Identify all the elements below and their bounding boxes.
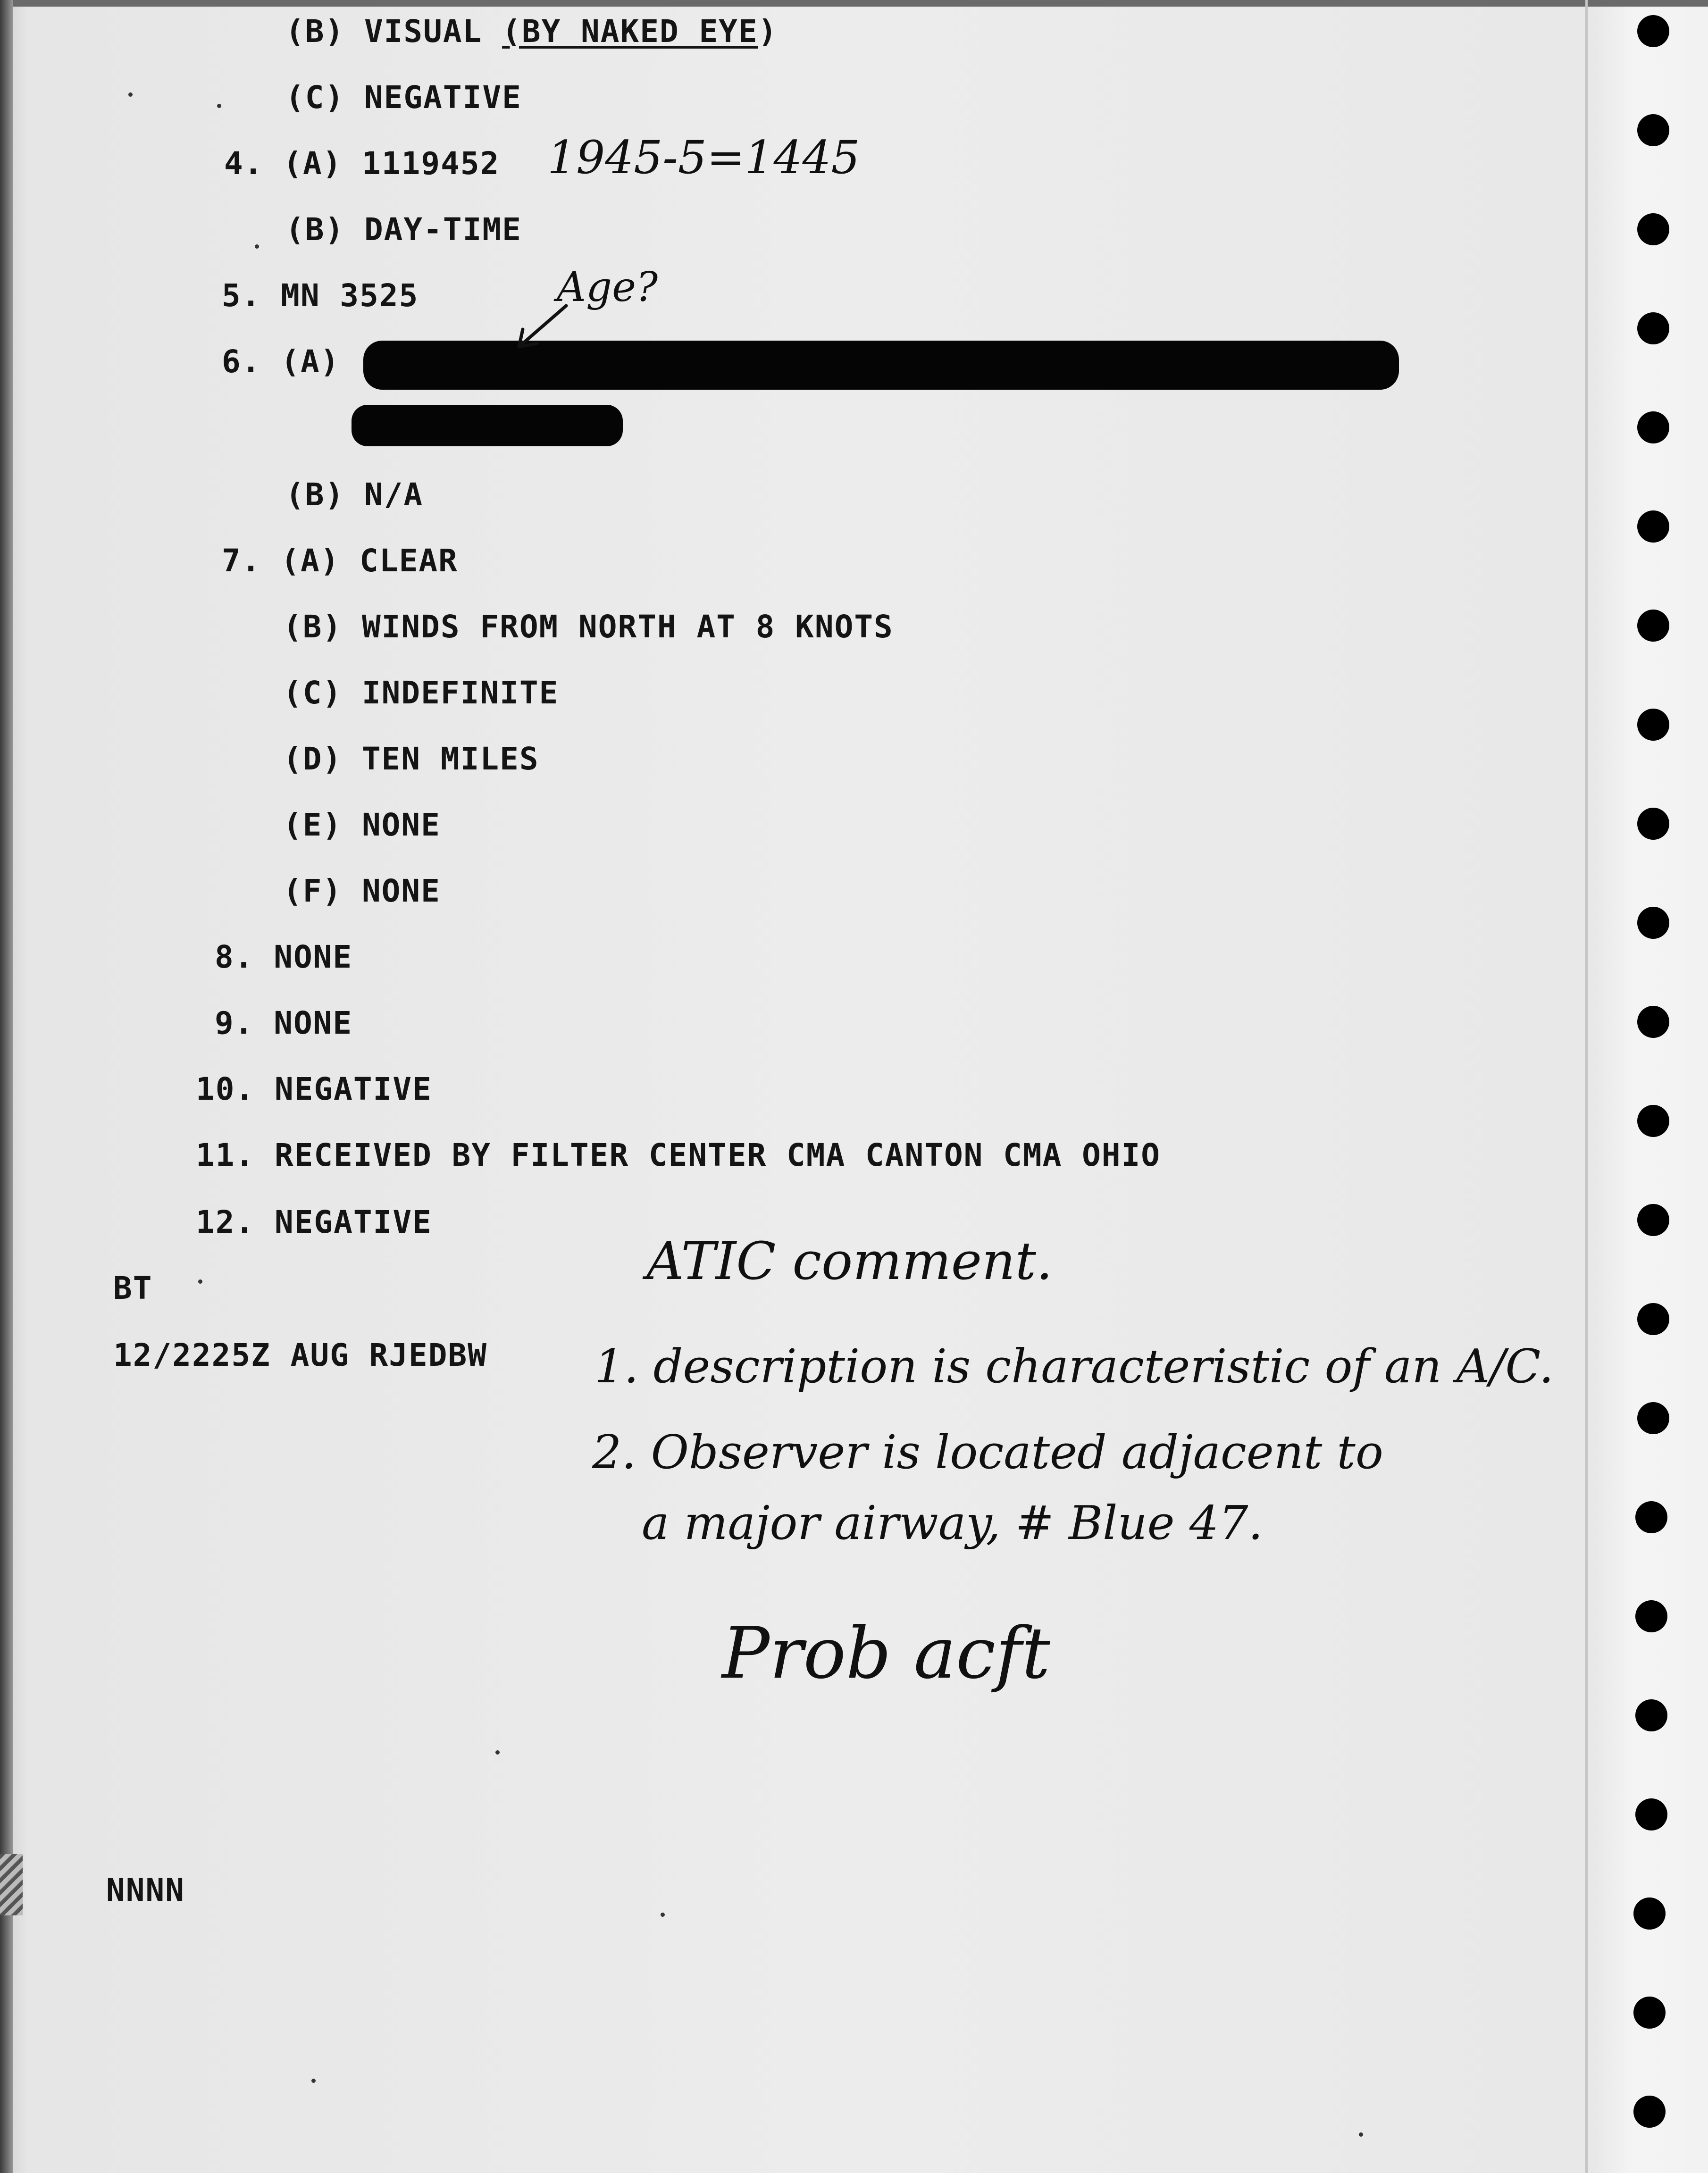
perforation-hole <box>1637 213 1669 245</box>
perforation-hole <box>1637 907 1669 939</box>
scan-left-edge <box>0 0 13 2173</box>
scan-speck <box>661 1913 665 1917</box>
scan-speck <box>128 92 133 97</box>
perforation-hole <box>1637 1204 1669 1236</box>
perforation-hole <box>1635 1600 1667 1632</box>
scan-speck <box>311 2079 316 2083</box>
perforation-hole <box>1637 610 1669 642</box>
visual-label: (B) VISUAL <box>285 13 502 50</box>
conclusion-note: Prob acft <box>722 1613 1050 1695</box>
line-7e-none: (E) NONE <box>283 807 441 843</box>
line-4b-daytime: (B) DAY-TIME <box>285 211 522 248</box>
perforation-hole <box>1637 1303 1669 1335</box>
perforation-hole <box>1637 808 1669 840</box>
perforation-hole <box>1635 1798 1667 1830</box>
atic-comment-title: ATIC comment. <box>646 1231 1053 1291</box>
scan-speck <box>217 104 221 108</box>
perforation-hole <box>1633 1997 1666 2029</box>
perforation-hole <box>1637 411 1669 443</box>
line-3b-visual <box>285 13 778 50</box>
scan-top-edge <box>0 0 1708 7</box>
line-dtg: 12/2225Z AUG RJEDBW <box>113 1337 487 1373</box>
perforation-hole <box>1635 1699 1667 1731</box>
line-11-received: 11. RECEIVED BY FILTER CENTER CMA CANTON CMA OHIO <box>196 1137 1161 1173</box>
perforation-hole <box>1637 114 1669 146</box>
line-nnnn: NNNN <box>106 1872 185 1908</box>
scan-speck <box>1359 2132 1363 2137</box>
line-bt: BT <box>113 1270 153 1306</box>
perforation-hole <box>1637 15 1669 47</box>
redaction-bar <box>352 405 623 446</box>
visual-underlined: (BY NAKED EYE <box>502 13 758 50</box>
scan-speck <box>198 1279 202 1284</box>
line-6a-observer: 6. (A) <box>222 343 340 380</box>
arrow-icon <box>510 302 571 354</box>
line-7f-none: (F) NONE <box>283 873 441 909</box>
scan-speck <box>495 1750 500 1755</box>
line-9-none: 9. NONE <box>215 1005 353 1041</box>
perforation-hole <box>1637 1402 1669 1434</box>
line-4a-time: 4. (A) 1119452 <box>224 145 500 182</box>
line-7c-indefinite: (C) INDEFINITE <box>283 675 559 711</box>
perforation-hole <box>1637 1105 1669 1137</box>
scan-speck <box>255 244 259 249</box>
visual-close: ) <box>758 13 778 50</box>
line-5-location: 5. MN 3525 <box>222 277 419 314</box>
handwritten-time-note: 1945-5=1445 <box>547 131 860 184</box>
perforation-strip <box>1585 0 1588 2173</box>
perforation-hole <box>1637 510 1669 543</box>
line-3c-negative: (C) NEGATIVE <box>285 79 522 116</box>
perforation-hole <box>1633 2096 1666 2128</box>
line-7a-clear: 7. (A) CLEAR <box>222 543 458 579</box>
perforation-hole <box>1633 1897 1666 1930</box>
perforation-hole <box>1637 1006 1669 1038</box>
atic-comment-2-line1: 2. Observer is located adjacent to <box>592 1426 1383 1479</box>
line-12-negative: 12. NEGATIVE <box>196 1204 432 1240</box>
perforation-hole <box>1635 1501 1667 1533</box>
perforation-hole <box>1637 709 1669 741</box>
atic-comment-1: 1. description is characteristic of an A/C. <box>594 1340 1554 1394</box>
line-7d-visibility: (D) TEN MILES <box>283 741 539 777</box>
line-8-none: 8. NONE <box>215 939 353 975</box>
line-6b-na: (B) N/A <box>285 476 424 513</box>
scan-edge-artifact <box>0 1854 23 1915</box>
handwritten-age-note: Age? <box>557 264 658 311</box>
line-10-negative: 10. NEGATIVE <box>196 1071 432 1107</box>
line-7b-winds: (B) WINDS FROM NORTH AT 8 KNOTS <box>283 609 894 645</box>
perforation-hole <box>1637 312 1669 344</box>
atic-comment-2-line2: a major airway, # Blue 47. <box>642 1496 1263 1550</box>
